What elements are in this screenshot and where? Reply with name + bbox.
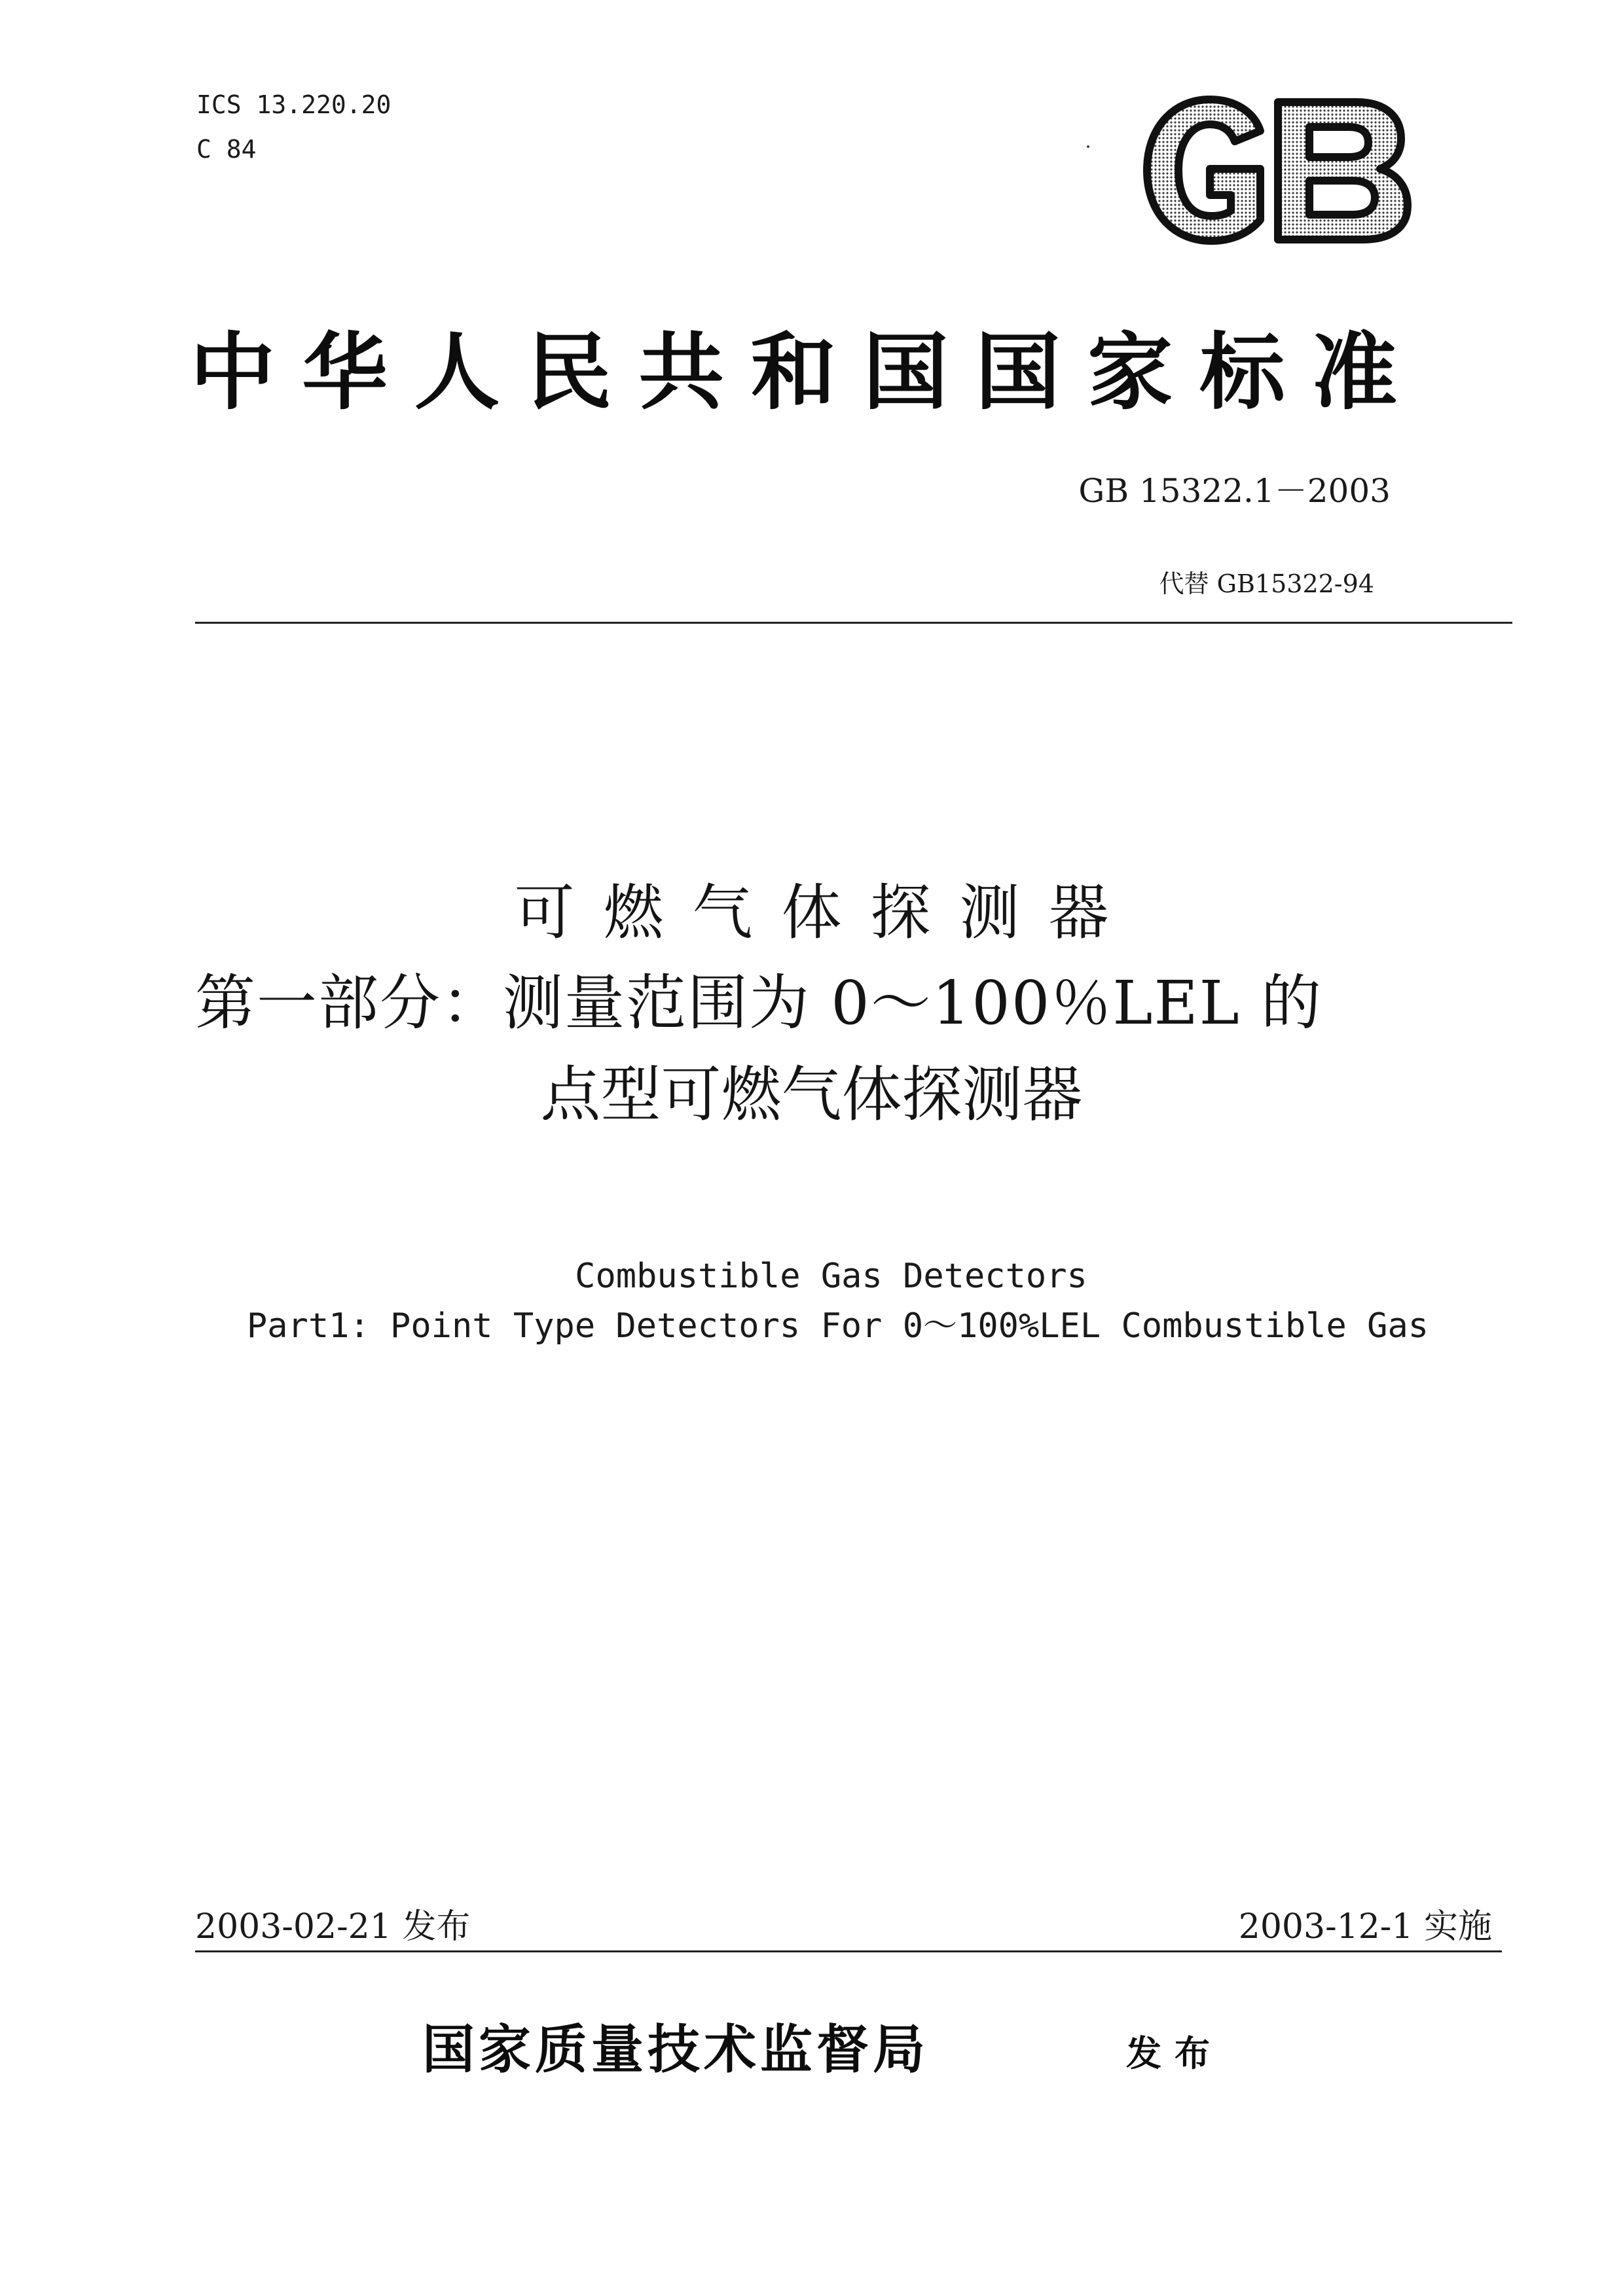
classification-codes bbox=[196, 82, 391, 171]
english-title-line-1: Combustible Gas Detectors bbox=[575, 1257, 1087, 1296]
speck-mark bbox=[1087, 145, 1089, 148]
ics-code: ICS 13.220.20 bbox=[196, 90, 392, 119]
standard-number: GB 15322.1－2003 bbox=[1078, 472, 1391, 510]
english-title-line-2: Part1: Point Type Detectors For 0～100%LEL Combustible Gas bbox=[246, 1306, 1429, 1346]
ccs-code: C 84 bbox=[196, 135, 257, 164]
main-title-line-3: 点型可燃气体探测器 bbox=[540, 1060, 1083, 1130]
main-title-line-2: 第一部分：测量范围为 0～100％LEL 的 bbox=[195, 968, 1322, 1038]
issuing-authority-suffix: 发布 bbox=[1126, 2033, 1223, 2074]
footer-divider bbox=[195, 1950, 1502, 1952]
replaces-standard: 代替 GB15322-94 bbox=[1159, 569, 1374, 598]
main-title-line-1: 可燃气体探测器 bbox=[514, 878, 1138, 948]
national-standard-heading: 中华人民共和国国家标准 bbox=[190, 324, 1424, 422]
issuing-authority: 国家质量技术监督局 bbox=[422, 2019, 929, 2080]
issue-date: 2003-02-21 发布 bbox=[195, 1907, 471, 1946]
implementation-date: 2003-12-1 实施 bbox=[1238, 1907, 1492, 1946]
header-divider bbox=[195, 622, 1512, 624]
gb-logo bbox=[1126, 85, 1427, 255]
